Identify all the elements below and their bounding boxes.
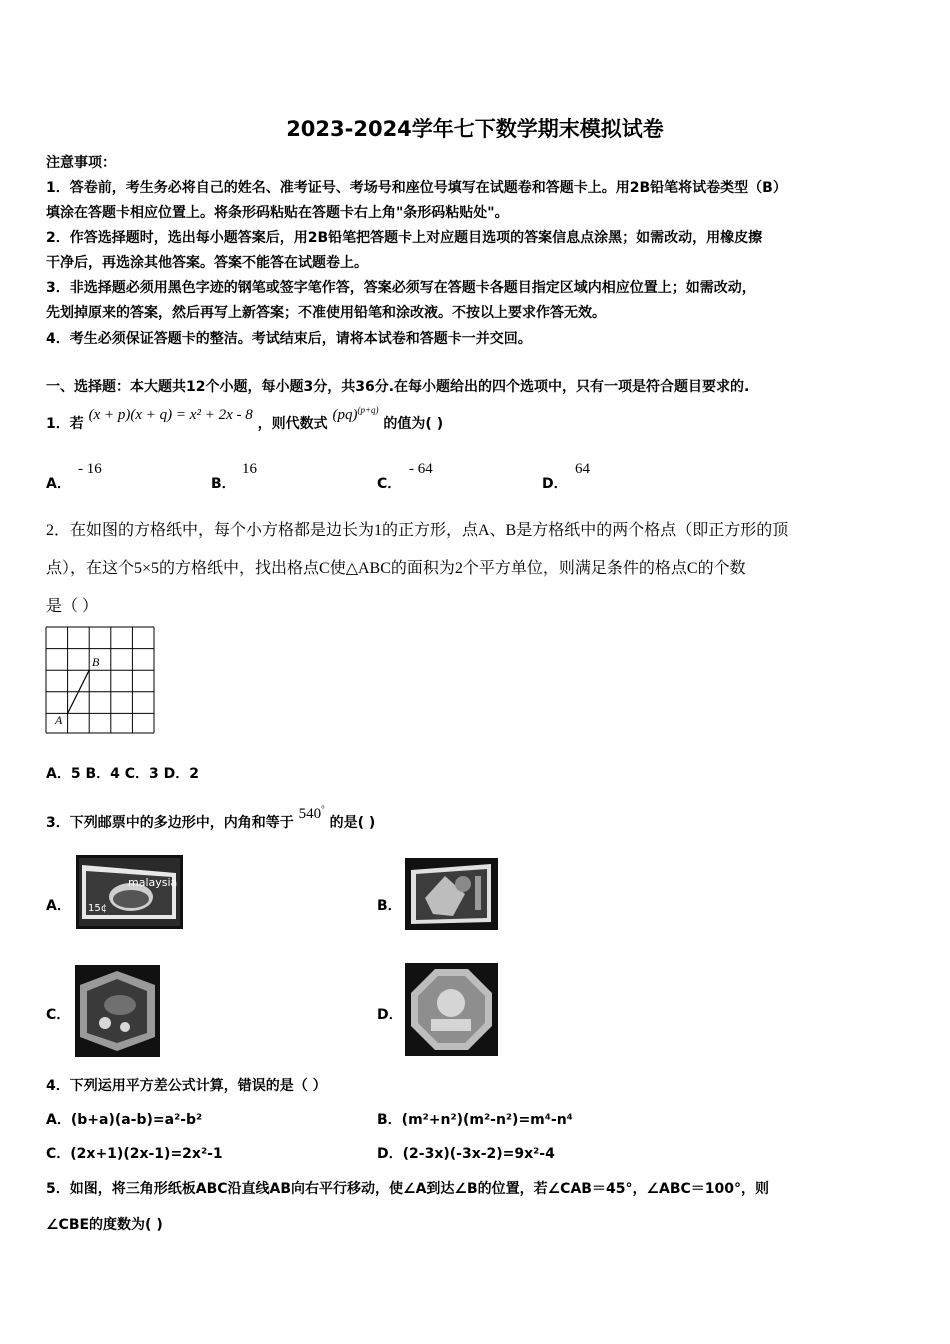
q2-answers: A．5 B．4 C．3 D．2 bbox=[46, 766, 199, 782]
notice-line: 干净后，再选涂其他答案。答案不能答在试题卷上。 bbox=[46, 255, 368, 271]
option-label: A． bbox=[46, 1112, 71, 1128]
page-title: 2023-2024学年七下数学期末模拟试卷 bbox=[286, 117, 664, 141]
option-value: (b+a)(a-b)=a²-b² bbox=[70, 1112, 203, 1128]
point-b-label: B bbox=[92, 655, 100, 669]
section-heading: 一、选择题：本大题共12个小题，每小题3分，共36分.在每小题给出的四个选项中，只有一项是符合题目要求的. bbox=[46, 379, 750, 395]
notice-line: 4．考生必须保证答题卡的整洁。考试结束后，请将本试卷和答题卡一并交回。 bbox=[46, 331, 532, 347]
notice-line: 1．答卷前，考生务必将自己的姓名、准考证号、考场号和座位号填写在试题卷和答题卡上。用2B铅笔将试卷类型（B） bbox=[46, 180, 787, 196]
stamp-d-image bbox=[405, 963, 498, 1056]
option-label: D． bbox=[377, 1146, 403, 1162]
q3-value bbox=[299, 806, 325, 822]
option-value: - 16 bbox=[78, 461, 102, 477]
q1-expr bbox=[332, 407, 378, 423]
q2-line: 是（ ） bbox=[46, 598, 99, 615]
q3-option-b-label: B． bbox=[377, 898, 402, 914]
option-label: B． bbox=[211, 476, 236, 492]
point-a-label: A bbox=[55, 713, 63, 727]
q4-stem: 4．下列运用平方差公式计算，错误的是（ ） bbox=[46, 1078, 327, 1094]
q4-option-b bbox=[377, 1109, 573, 1129]
q1-suffix: 的值为( ) bbox=[383, 416, 444, 432]
q3-suffix: 的是( ) bbox=[329, 815, 376, 831]
option-value: - 64 bbox=[409, 461, 433, 477]
stamp-a-image bbox=[76, 855, 183, 929]
notice-line: 2．作答选择题时，选出每小题答案后，用2B铅笔把答题卡上对应题目选项的答案信息点涂黑；如需改动，用橡皮擦 bbox=[46, 230, 763, 246]
question-3 bbox=[46, 804, 376, 832]
q4-option-c bbox=[46, 1143, 223, 1163]
stamp-a-price: 15¢ bbox=[88, 903, 108, 914]
q4-option-a bbox=[46, 1109, 202, 1129]
option-label: C． bbox=[46, 1146, 71, 1162]
q5-line: 5．如图，将三角形纸板ABC沿直线AB向右平行移动，使∠A到达∠B的位置，若∠CAB＝45°，∠ABC＝100°，则 bbox=[46, 1181, 770, 1197]
q2-line: 2．在如图的方格纸中，每个小方格都是边长为1的正方形，点A、B是方格纸中的两个格点（即正方形的顶 bbox=[46, 522, 789, 539]
q1-expr-sup: (p+q) bbox=[357, 405, 379, 415]
q3-option-d-label: D． bbox=[377, 1007, 403, 1023]
option-label: C． bbox=[377, 476, 402, 492]
q2-line: 点），在这个5×5的方格纸中，找出格点C使△ABC的面积为2个平方单位，则满足条件的格点C的个数 bbox=[46, 560, 746, 577]
stamp-c-image bbox=[75, 965, 160, 1057]
option-value: 16 bbox=[242, 461, 257, 477]
q3-option-c-label: C． bbox=[46, 1007, 71, 1023]
option-label: B． bbox=[377, 1112, 402, 1128]
option-label: D． bbox=[542, 476, 568, 492]
stamp-b-image bbox=[405, 858, 498, 930]
q1-expr-base: (pq) bbox=[332, 407, 358, 423]
q5-line: ∠CBE的度数为( ) bbox=[46, 1217, 163, 1233]
q3-angle: 540 bbox=[298, 806, 322, 822]
q3-option-a-label: A． bbox=[46, 898, 71, 914]
q4-option-d bbox=[377, 1143, 555, 1163]
option-value: 64 bbox=[575, 461, 590, 477]
notice-line: 填涂在答题卡相应位置上。将条形码粘贴在答题卡右上角"条形码粘贴处"。 bbox=[46, 205, 509, 221]
stamp-a-text: malaysia bbox=[128, 876, 178, 889]
q1-mid: ，则代数式 bbox=[257, 416, 328, 432]
option-value: (2x+1)(2x-1)=2x²-1 bbox=[70, 1146, 223, 1162]
notice-line: 3．非选择题必须用黑色字迹的钢笔或签字笔作答，答案必须写在答题卡各题目指定区域内相应位置上；如需改动， bbox=[46, 280, 756, 296]
option-value: (m²+n²)(m²-n²)=m⁴-n⁴ bbox=[401, 1112, 573, 1128]
question-1 bbox=[46, 405, 444, 433]
q1-prefix: 1．若 bbox=[46, 416, 84, 432]
q3-prefix: 3．下列邮票中的多边形中，内角和等于 bbox=[46, 815, 294, 831]
option-label: A． bbox=[46, 476, 71, 492]
option-value: (2-3x)(-3x-2)=9x²-4 bbox=[402, 1146, 555, 1162]
grid-figure bbox=[45, 626, 157, 736]
q1-equation: (x + p)(x + q) = x² + 2x - 8 bbox=[88, 407, 253, 423]
q3-degree: ° bbox=[321, 804, 325, 814]
q1-options bbox=[46, 461, 906, 491]
notice-heading: 注意事项： bbox=[46, 155, 116, 171]
notice-line: 先划掉原来的答案，然后再写上新答案；不准使用铅笔和涂改液。不按以上要求作答无效。 bbox=[46, 305, 606, 321]
